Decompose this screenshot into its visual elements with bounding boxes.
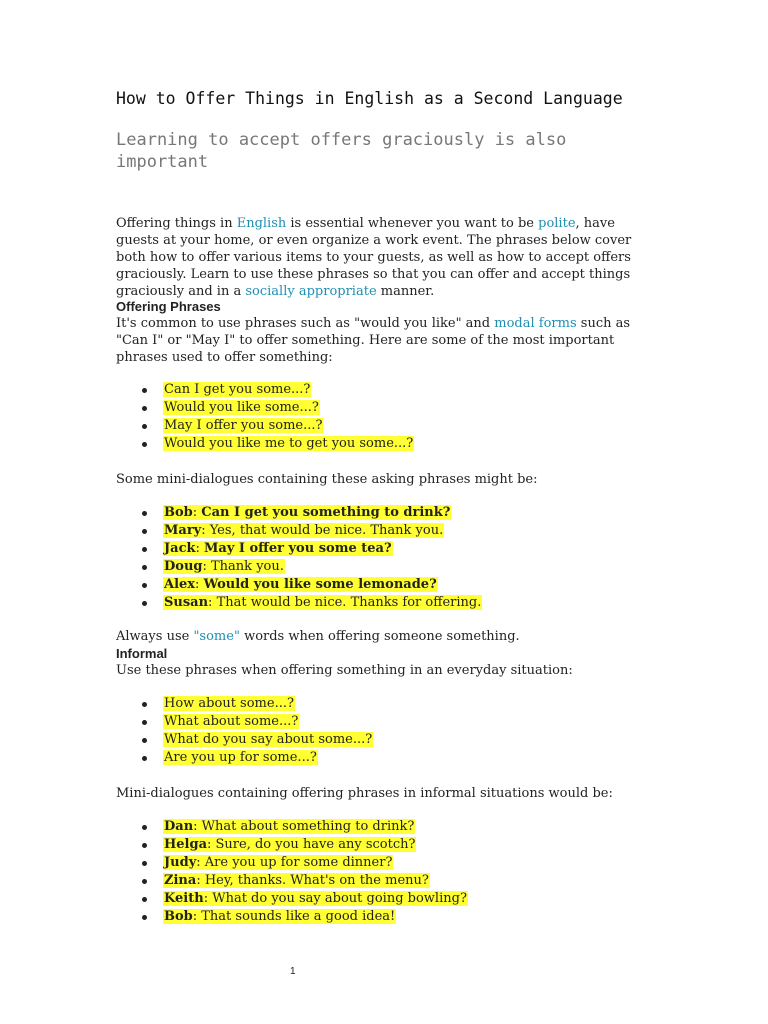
dialogue-line xyxy=(116,540,646,558)
phrase-text: May I offer you some...? xyxy=(164,418,323,433)
phrase-text: Would you like some...? xyxy=(164,400,319,415)
intro-text-4: manner. xyxy=(376,284,435,299)
dialogue-line xyxy=(116,872,646,890)
separator: : xyxy=(196,873,205,888)
bullet-icon xyxy=(142,702,147,707)
separator: : xyxy=(193,819,202,834)
bullet-icon xyxy=(142,720,147,725)
intro-paragraph xyxy=(116,215,646,300)
dialogue-line xyxy=(116,522,646,540)
dialogue-line xyxy=(116,818,646,836)
speaker-name: Alex xyxy=(164,577,196,592)
informal-section xyxy=(116,628,646,679)
list-item xyxy=(116,381,646,399)
dialogue-line xyxy=(116,576,646,594)
mini-dialogue-intro-2: Mini-dialogues containing offering phrases in informal situations would be: xyxy=(116,786,613,801)
dialogue-text: That would be nice. Thanks for offering. xyxy=(216,595,482,610)
list-item xyxy=(116,731,646,749)
bullet-icon xyxy=(142,529,147,534)
bullet-icon xyxy=(142,583,147,588)
offering-section xyxy=(116,298,646,366)
offering-text-2: such as "Can I" or "May I" to offer something. Here are some of the most important phrases used to offer something: xyxy=(116,316,631,365)
dialogue-text: Are you up for some dinner? xyxy=(204,855,393,870)
dialogue-text: Hey, thanks. What's on the menu? xyxy=(204,873,429,888)
list-item xyxy=(116,713,646,731)
dialogue-line xyxy=(116,504,646,522)
separator: : xyxy=(202,559,212,574)
dialogue-line xyxy=(116,594,646,612)
list-item xyxy=(116,435,646,453)
dialogue-text: What about something to drink? xyxy=(201,819,415,834)
dialogue-text: Would you like some lemonade? xyxy=(203,577,437,592)
speaker-name: Dan xyxy=(164,819,194,834)
dialogue-list-2 xyxy=(116,818,646,926)
separator: : xyxy=(208,595,217,610)
phrase-text: How about some...? xyxy=(164,696,294,711)
speaker-name: Zina xyxy=(164,873,197,888)
dialogue-line xyxy=(116,854,646,872)
bullet-icon xyxy=(142,825,147,830)
phrase-text: Would you like me to get you some...? xyxy=(164,436,414,451)
informal-phrase-list xyxy=(116,695,646,767)
offering-paragraph xyxy=(116,315,646,366)
separator: : xyxy=(195,541,205,556)
intro-text-2: is essential whenever you want to be xyxy=(286,216,539,231)
speaker-name: Bob xyxy=(164,505,193,520)
phrase-text: Can I get you some...? xyxy=(164,382,311,397)
list-item xyxy=(116,417,646,435)
modal-forms-link[interactable]: modal forms xyxy=(494,316,577,331)
dialogue-text: May I offer you some tea? xyxy=(204,541,392,556)
bullet-icon xyxy=(142,601,147,606)
intro-text-1: Offering things in xyxy=(116,216,237,231)
bullet-icon xyxy=(142,547,147,552)
speaker-name: Jack xyxy=(164,541,196,556)
speaker-name: Judy xyxy=(164,855,197,870)
list-item xyxy=(116,695,646,713)
speaker-name: Keith xyxy=(164,891,204,906)
separator: : xyxy=(203,891,213,906)
bullet-icon xyxy=(142,861,147,866)
bullet-icon xyxy=(142,511,147,516)
offering-heading: Offering Phrases xyxy=(116,299,221,314)
speaker-name: Helga xyxy=(164,837,208,852)
dialogue-line xyxy=(116,890,646,908)
dialogue-text: Yes, that would be nice. Thank you. xyxy=(209,523,444,538)
speaker-name: Doug xyxy=(164,559,203,574)
bullet-icon xyxy=(142,915,147,920)
bullet-icon xyxy=(142,843,147,848)
dialogue-text: Thank you. xyxy=(211,559,284,574)
bullet-icon xyxy=(142,879,147,884)
separator: : xyxy=(195,577,204,592)
dialogue-line xyxy=(116,908,646,926)
mini-dialogue-intro: Some mini-dialogues containing these asking phrases might be: xyxy=(116,472,538,487)
page-number: 1 xyxy=(290,966,296,977)
dialogue-line xyxy=(116,836,646,854)
speaker-name: Mary xyxy=(164,523,202,538)
separator: : xyxy=(201,523,210,538)
intro-text-3: , have guests at your home, or even organize a work event. The phrases below cover both how to offer various items to your guests, as well as how to accept offers graciously. Learn to use these phrases so that you can offer and accept things graciously and in a xyxy=(116,216,632,299)
bullet-icon xyxy=(142,406,147,411)
separator: : xyxy=(207,837,216,852)
some-note-text-1: Always use xyxy=(116,629,194,644)
page-subtitle: Learning to accept offers graciously is also important xyxy=(116,130,567,172)
bullet-icon xyxy=(142,565,147,570)
phrase-text: What do you say about some...? xyxy=(164,732,373,747)
dialogue-text: That sounds like a good idea! xyxy=(201,909,396,924)
dialogue-text: Sure, do you have any scotch? xyxy=(215,837,416,852)
speaker-name: Bob xyxy=(164,909,193,924)
separator: : xyxy=(192,505,202,520)
offering-phrase-list xyxy=(116,381,646,453)
list-item xyxy=(116,399,646,417)
polite-link[interactable]: polite xyxy=(538,216,576,231)
speaker-name: Susan xyxy=(164,595,209,610)
dialogue-line xyxy=(116,558,646,576)
some-link[interactable]: "some" xyxy=(193,629,240,644)
dialogue-list-1 xyxy=(116,504,646,612)
socially-appropriate-link[interactable]: socially appropriate xyxy=(245,284,377,299)
dialogue-text: What do you say about going bowling? xyxy=(212,891,467,906)
bullet-icon xyxy=(142,388,147,393)
informal-heading: Informal xyxy=(116,646,168,661)
dialogue-text: Can I get you something to drink? xyxy=(201,505,451,520)
some-note-text-2: words when offering someone something. xyxy=(239,629,520,644)
offering-text-1: It's common to use phrases such as "would you like" and xyxy=(116,316,495,331)
separator: : xyxy=(192,909,202,924)
some-note xyxy=(116,628,646,645)
bullet-icon xyxy=(142,738,147,743)
bullet-icon xyxy=(142,424,147,429)
page-title: How to Offer Things in English as a Second Language xyxy=(116,89,623,108)
informal-intro: Use these phrases when offering something in an everyday situation: xyxy=(116,663,573,678)
list-item xyxy=(116,749,646,767)
phrase-text: What about some...? xyxy=(164,714,299,729)
separator: : xyxy=(196,855,205,870)
bullet-icon xyxy=(142,442,147,447)
phrase-text: Are you up for some...? xyxy=(164,750,317,765)
bullet-icon xyxy=(142,897,147,902)
english-link[interactable]: English xyxy=(236,216,287,231)
bullet-icon xyxy=(142,756,147,761)
